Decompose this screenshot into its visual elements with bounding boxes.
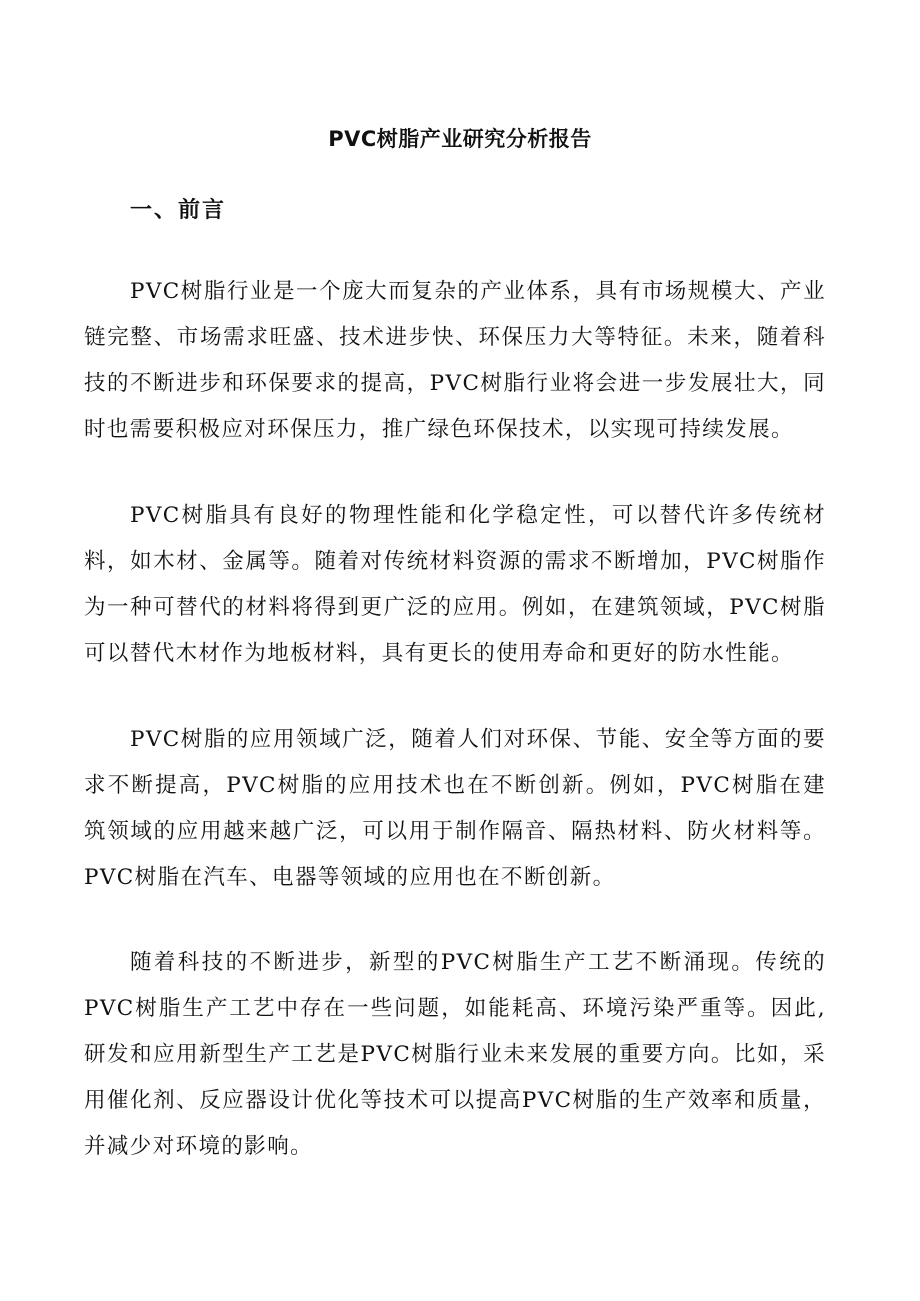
paragraph-application-innovation: PVC树脂的应用领域广泛，随着人们对环保、节能、安全等方面的要求不断提高，PVC树脂的应用技术也在不断创新。例如，PVC树脂在建筑领域的应用越来越广泛，可以用于制作隔音、隔热材料、防火材料等。PVC树脂在汽车、电器等领域的应用也在不断创新。 xyxy=(84,726,826,890)
paragraph-industry-overview: PVC树脂行业是一个庞大而复杂的产业体系，具有市场规模大、产业链完整、市场需求旺盛、技术进步快、环保压力大等特征。未来，随着科技的不断进步和环保要求的提高，PVC树脂行业将会进一步发展壮大，同时也需要积极应对环保压力，推广绿色环保技术，以实现可持续发展。 xyxy=(84,278,826,442)
paragraph-material-substitution: PVC树脂具有良好的物理性能和化学稳定性，可以替代许多传统材料，如木材、金属等。随着对传统材料资源的需求不断增加，PVC树脂作为一种可替代的材料将得到更广泛的应用。例如，在建筑领域，PVC树脂可以替代木材作为地板材料，具有更长的使用寿命和更好的防水性能。 xyxy=(84,502,826,666)
paragraph-production-process: 随着科技的不断进步，新型的PVC树脂生产工艺不断涌现。传统的PVC树脂生产工艺中存在一些问题，如能耗高、环境污染严重等。因此,研发和应用新型生产工艺是PVC树脂行业未来发展的重要方向。比如，采用催化剂、反应器设计优化等技术可以提高PVC树脂的生产效率和质量，并减少对环境的影响。 xyxy=(84,949,826,1159)
section-heading-preface: 一、前言 xyxy=(130,198,227,223)
document-title: PVC树脂产业研究分析报告 xyxy=(328,127,592,151)
